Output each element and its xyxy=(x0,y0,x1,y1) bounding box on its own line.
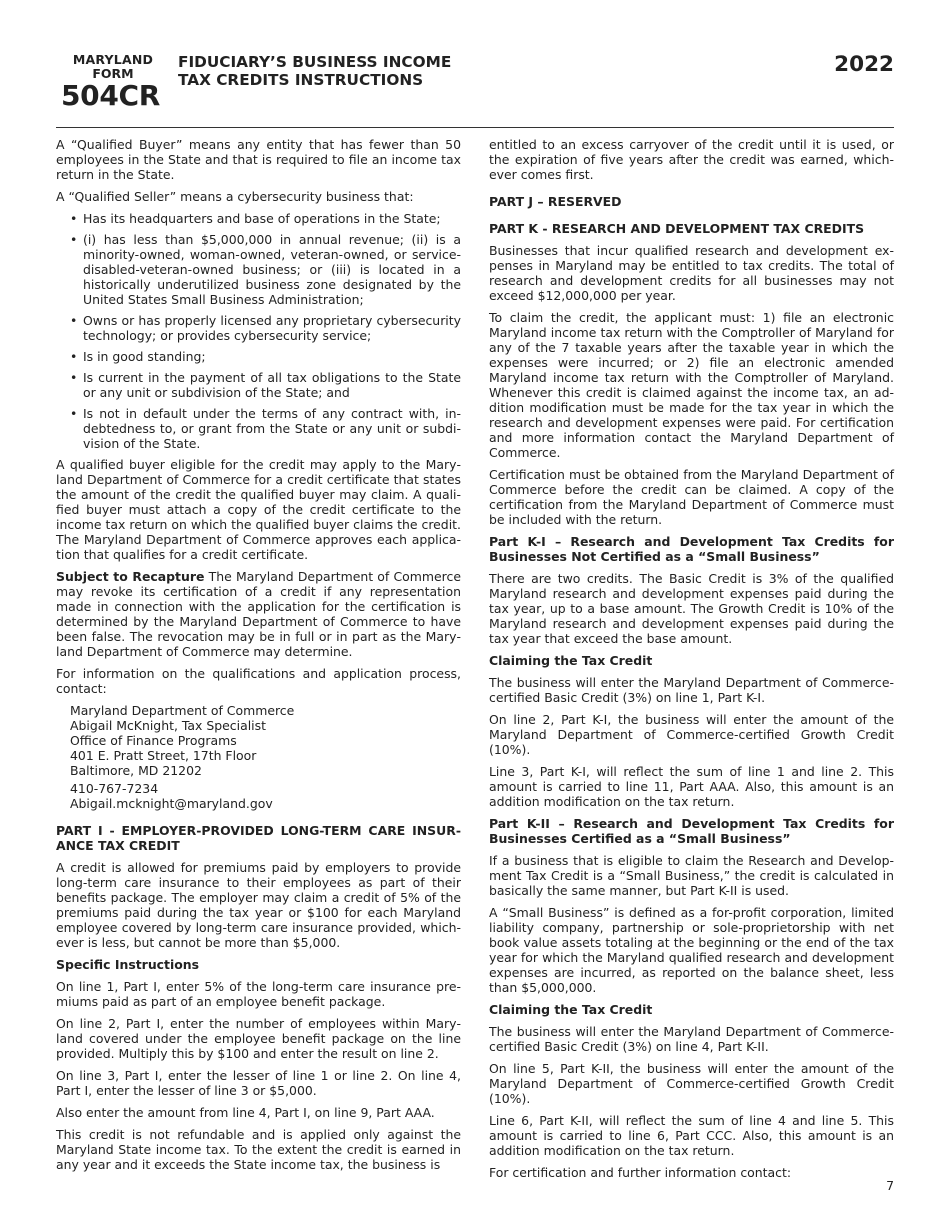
part-k-i-line3: Line 3, Part K-I, will reflect the sum of line 1 and line 2. This amount is carried to line 11, Part AAA. Also, this amount is an addition modification on the tax return. xyxy=(489,764,894,809)
address-line: Baltimore, MD 21202 xyxy=(70,763,202,778)
part-k-ii-heading: Part K-II – Research and Development Tax Credits for Businesses Certified as a “Small Business” xyxy=(489,816,894,846)
form-state: MARYLAND xyxy=(72,52,154,67)
list-item: • (i) has less than $5,000,000 in annual revenue; (ii) is a minority-owned, woman-owned, veteran-owned, or service- disabled-veteran-owned business; or (iii) is located in a historically underutilized business zone designated by the United States Small Business Administration; xyxy=(56,232,461,307)
part-k-intro: Businesses that incur qualified research and development expenses in Maryland may be entitled to tax credits. The total of research and development credits for all businesses may not exceed $12,000,000 per year. xyxy=(489,243,894,303)
part-k-i-heading: Part K-I – Research and Development Tax Credits for Businesses Not Certified as a “Small Business” xyxy=(489,534,894,564)
recapture-text: The Maryland Department of Commerce may revoke its certification of a credit if any representation made in connection with the application for the certification is determined by the Maryland Department of Commerce to have been false. The revocation may be in full or in part as the Maryland Department of Commerce may determine. xyxy=(56,569,462,659)
part-k-claim: To claim the credit, the applicant must: 1) file an electronic Maryland income tax return with the Comptroller of Maryland for any of the 7 taxable years after the taxable year in which the expenses were incurred; or 2) file an electronic amended Maryland income tax return with the Comptroller of Maryland. Whenever this credit is claimed against the income tax, an addition modification must be made for the tax year in which the research and development expenses were paid. For certification and more information contact the Maryland Department of Commerce. xyxy=(489,310,894,460)
form-word: FORM xyxy=(92,66,134,81)
credit-certificate-paragraph: A qualified buyer eligible for the credit may apply to the Maryland Department of Commerce for a credit certificate that states the amount of the credit the qualified buyer may claim. A qualified buyer must attach a copy of the credit certificate to the income tax return on which the qualified buyer claims the credit. The Maryland Department of Commerce approves each application that qualifies for a credit certificate. xyxy=(56,457,461,562)
header-divider xyxy=(56,127,894,128)
part-i-heading: PART I - EMPLOYER-PROVIDED LONG-TERM CARE INSURANCE TAX CREDIT xyxy=(56,823,461,853)
part-i-refund: This credit is not refundable and is applied only against the Maryland State income tax. To the extent the credit is earned in any year and it exceeds the State income tax, the business is xyxy=(56,1127,461,1172)
part-i-line3-4: On line 3, Part I, enter the lesser of line 1 or line 2. On line 4, Part I, enter the lesser of line 3 or $5,000. xyxy=(56,1068,461,1098)
list-item: • Is not in default under the terms of any contract with, indebtedness to, or grant from the State or any unit or subdivision of the State. xyxy=(56,406,461,451)
carryover-paragraph: entitled to an excess carryover of the credit until it is used, or the expiration of five years after the credit was earned, whichever comes first. xyxy=(489,137,894,182)
title-line-2: TAX CREDITS INSTRUCTIONS xyxy=(178,71,424,89)
part-k-i-credits: There are two credits. The Basic Credit is 3% of the qualified Maryland research and development expenses paid during the tax year, up to a base amount. The Growth Credit is 10% of the Maryland research and development expenses paid during the tax year that exceed the base amount. xyxy=(489,571,894,646)
left-column xyxy=(56,137,461,1179)
part-i-intro: A credit is allowed for premiums paid by employers to provide long-term care insurance to their employees as part of their benefits package. The employer may claim a credit of 5% of the premiums paid during the tax year or $100 for each Maryland employee covered by long-term care insurance provided, whichever is less, but cannot be more than $5,000. xyxy=(56,860,461,950)
part-k-ii-intro: If a business that is eligible to claim the Research and Development Tax Credit is a “Small Business,” the credit is calculated in basically the same manner, but Part K-II is used. xyxy=(489,853,894,898)
recapture-paragraph xyxy=(56,569,461,659)
certification-contact: For certification and further information contact: xyxy=(489,1165,792,1180)
part-k-ii-line5: On line 5, Part K-II, the business will enter the amount of the Maryland Department of Commerce-certified Growth Credit (10%). xyxy=(489,1061,894,1106)
title-line-1: FIDUCIARY’S BUSINESS INCOME xyxy=(178,53,452,71)
qualified-seller-list xyxy=(56,211,461,451)
address-line: Office of Finance Programs xyxy=(70,733,237,748)
address-line: Maryland Department of Commerce xyxy=(70,703,295,718)
part-i-carry: Also enter the amount from line 4, Part I, on line 9, Part AAA. xyxy=(56,1105,435,1120)
page-number: 7 xyxy=(886,1178,894,1193)
contact-email: Abigail.mcknight@maryland.gov xyxy=(70,796,273,811)
list-item: • Owns or has properly licensed any proprietary cybersecurity technology; or provides cybersecurity service; xyxy=(56,313,461,343)
claiming-heading: Claiming the Tax Credit xyxy=(489,653,653,668)
part-k-ii-line6: Line 6, Part K-II, will reflect the sum of line 4 and line 5. This amount is carried to line 6, Part CCC. Also, this amount is an addition modification on the tax return. xyxy=(489,1113,894,1158)
part-j-heading: PART J – RESERVED xyxy=(489,194,622,209)
recapture-label: Subject to Recapture xyxy=(56,569,205,584)
list-item: • Is in good standing; xyxy=(56,349,461,364)
part-k-certification: Certification must be obtained from the Maryland Department of Commerce before the credit can be claimed. A copy of the certification from the Maryland Department of Commerce must be included with the return. xyxy=(489,467,894,527)
list-item: • Has its headquarters and base of operations in the State; xyxy=(56,211,461,226)
part-k-ii-line4: The business will enter the Maryland Department of Commerce-certified Basic Credit (3%) on line 4, Part K-II. xyxy=(489,1024,894,1054)
tax-year: 2022 xyxy=(834,52,894,77)
claiming-heading: Claiming the Tax Credit xyxy=(489,1002,653,1017)
address-line: 401 E. Pratt Street, 17th Floor xyxy=(70,748,257,763)
list-item: • Is current in the payment of all tax obligations to the State or any unit or subdivision of the State; and xyxy=(56,370,461,400)
contact-intro: For information on the qualifications and application process, contact: xyxy=(56,666,461,696)
qualified-seller-paragraph: A “Qualified Seller” means a cybersecurity business that: xyxy=(56,189,414,204)
part-k-i-line2: On line 2, Part K-I, the business will enter the amount of the Maryland Department of Commerce-certified Growth Credit (10%). xyxy=(489,712,894,757)
right-column xyxy=(489,137,894,1187)
page-header xyxy=(0,0,950,130)
contact-phone: 410-767-7234 xyxy=(70,781,159,796)
contact-address xyxy=(70,703,461,811)
qualified-buyer-paragraph: A “Qualified Buyer” means any entity that has fewer than 50 employees in the State and that is required to file an income tax return in the State. xyxy=(56,137,461,182)
form-label xyxy=(58,53,168,81)
part-k-i-line1: The business will enter the Maryland Department of Commerce-certified Basic Credit (3%) on line 1, Part K-I. xyxy=(489,675,894,705)
part-i-line2: On line 2, Part I, enter the number of employees within Maryland covered under the employee benefit package on the line provided. Multiply this by $100 and enter the result on line 2. xyxy=(56,1016,461,1061)
specific-instructions-heading: Specific Instructions xyxy=(56,957,200,972)
part-i-line1: On line 1, Part I, enter 5% of the long-term care insurance premiums paid as part of an employee benefit package. xyxy=(56,979,461,1009)
small-business-definition: A “Small Business” is defined as a for-profit corporation, limited liability company, partnership or sole-proprietorship with net book value assets totaling at the beginning or the end of the tax year for which the Maryland qualified research and development expenses are incurred, as reported on the balance sheet, less than $5,000,000. xyxy=(489,905,894,995)
address-line: Abigail McKnight, Tax Specialist xyxy=(70,718,266,733)
form-number: 504CR xyxy=(61,79,161,112)
document-title xyxy=(178,53,451,89)
part-k-heading: PART K - RESEARCH AND DEVELOPMENT TAX CREDITS xyxy=(489,221,865,236)
